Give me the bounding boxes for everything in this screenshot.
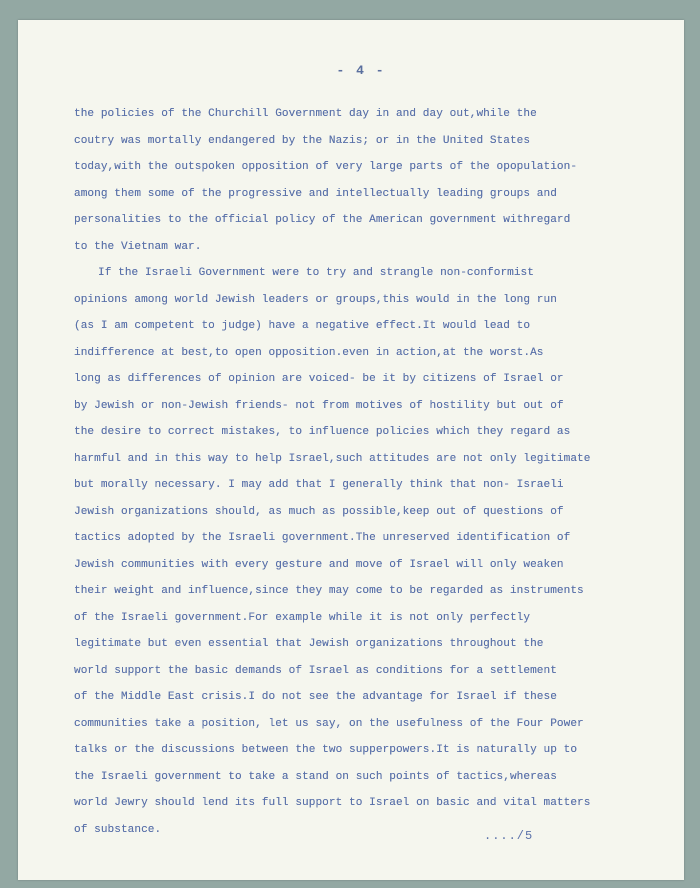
text-line: Jewish communities with every gesture and move of Israel will only weaken	[74, 558, 564, 571]
text-line: world support the basic demands of Israel as conditions for a settlement	[74, 664, 557, 677]
text-line: Jewish organizations should, as much as possible,keep out of questions of	[74, 505, 564, 518]
text-line: today,with the outspoken opposition of very large parts of the opopulation-	[74, 161, 578, 173]
text-line: coutry was mortally endangered by the Nazis; or in the United States	[74, 134, 531, 147]
text-line: (as I am competent to judge) have a negative effect.It would lead to	[74, 320, 531, 332]
text-line: the policies of the Churchill Government day in and day out,while the	[74, 108, 537, 120]
text-line: opinions among world Jewish leaders or groups,this would in the long run	[74, 293, 557, 306]
text-line: of substance.	[74, 823, 162, 836]
page-number: - 4 -	[336, 63, 386, 78]
text-line: but morally necessary. I may add that I generally think that non- Israeli	[74, 479, 564, 491]
text-line: talks or the discussions between the two supperpowers.It is naturally up to	[74, 744, 578, 756]
text-line: personalities to the official policy of the American government withregard	[74, 214, 571, 226]
text-line: tactics adopted by the Israeli government.The unreserved identification of	[74, 532, 571, 544]
text-line: to the Vietnam war.	[74, 240, 202, 253]
text-line: world Jewry should lend its full support to Israel on basic and vital matters	[74, 797, 591, 809]
text-line: among them some of the progressive and intellectually leading groups and	[74, 187, 557, 200]
text-line: the desire to correct mistakes, to influence policies which they regard as	[74, 426, 571, 438]
text-line: long as differences of opinion are voiced- be it by citizens of Israel or	[74, 373, 564, 385]
document-body	[74, 101, 684, 843]
text-line: of the Israeli government.For example while it is not only perfectly	[74, 611, 531, 624]
text-line: communities take a position, let us say, on the usefulness of the Four Power	[74, 717, 584, 730]
text-line: their weight and influence,since they may come to be regarded as instruments	[74, 585, 584, 597]
paragraph-start-line: If the Israeli Government were to try and strangle non-conformist	[98, 267, 534, 279]
document-page	[18, 20, 684, 880]
text-line: indifference at best,to open opposition.even in action,at the worst.As	[74, 346, 544, 359]
text-line: legitimate but even essential that Jewish organizations throughout the	[74, 638, 544, 650]
continuation-marker: ..../5	[484, 829, 534, 843]
text-line: of the Middle East crisis.I do not see the advantage for Israel if these	[74, 691, 557, 703]
text-line: by Jewish or non-Jewish friends- not from motives of hostility but out of	[74, 399, 564, 412]
text-line: the Israeli government to take a stand on such points of tactics,whereas	[74, 770, 557, 783]
text-line: harmful and in this way to help Israel,such attitudes are not only legitimate	[74, 452, 591, 465]
